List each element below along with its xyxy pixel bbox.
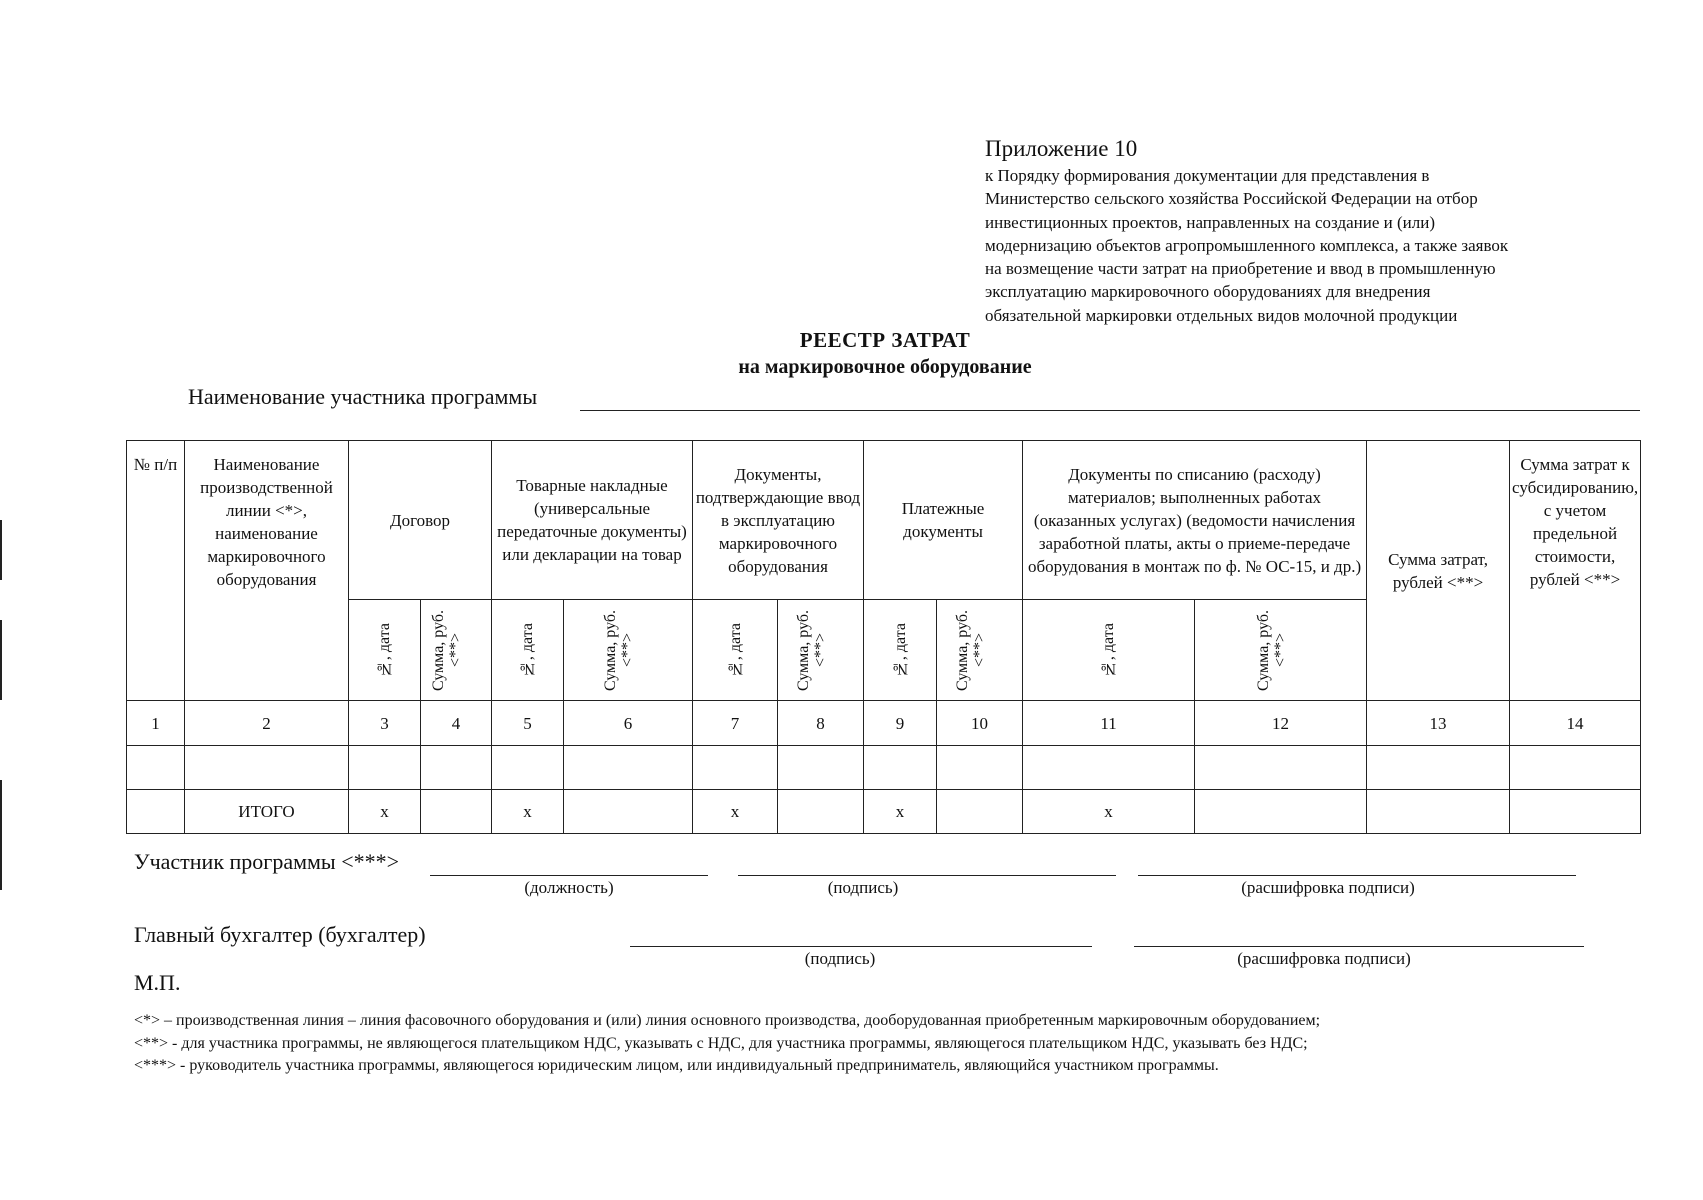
participant-signature-label: Участник программы <***> — [134, 849, 400, 874]
total-label: ИТОГО — [185, 790, 349, 834]
scan-margin-mark — [0, 620, 2, 700]
table-cell[interactable] — [421, 746, 492, 790]
participant-name-label: Наименование участника программы — [188, 384, 538, 409]
header-invoices: Товарные накладные (универсальные передаточные документы) или декларации на товар — [492, 441, 693, 600]
signature-decoding-field[interactable] — [1138, 875, 1576, 876]
table-cell: х — [864, 790, 937, 834]
table-cell[interactable] — [864, 746, 937, 790]
header-contract: Договор — [349, 441, 492, 600]
appendix-title: Приложение 10 — [985, 136, 1138, 161]
table-cell: х — [349, 790, 421, 834]
table-cell[interactable] — [937, 746, 1023, 790]
document-title: РЕЕСТР ЗАТРАТ — [799, 328, 971, 352]
accountant-decoding-field[interactable] — [1134, 946, 1584, 947]
header-cost-sum: Сумма затрат, рублей <**> — [1367, 441, 1510, 701]
table-cell[interactable] — [492, 746, 564, 790]
table-cell[interactable] — [421, 790, 492, 834]
table-cell[interactable] — [564, 790, 693, 834]
appendix-line: эксплуатацию маркировочного оборудованиях для внедрения — [985, 282, 1431, 302]
signature-caption: (подпись) — [827, 878, 899, 897]
subheader-no-date: №, дата — [492, 600, 564, 701]
header-num: № п/п — [127, 441, 185, 701]
position-caption: (должность) — [524, 878, 614, 897]
table-cell[interactable] — [778, 790, 864, 834]
column-number: 12 — [1195, 701, 1367, 746]
column-number: 9 — [864, 701, 937, 746]
scan-margin-mark — [0, 520, 2, 580]
table-cell[interactable] — [1510, 746, 1641, 790]
appendix-line: к Порядку формирования документации для представления в — [985, 166, 1430, 185]
signature-caption: (подпись) — [804, 949, 876, 968]
header-line-name: Наименование производственной линии <*>, наименование маркировочного оборудования — [185, 441, 349, 701]
header-payments: Платежные документы — [864, 441, 1023, 600]
table-cell[interactable] — [1367, 746, 1510, 790]
column-number: 4 — [421, 701, 492, 746]
column-number: 2 — [185, 701, 349, 746]
column-number: 14 — [1510, 701, 1641, 746]
footnote: <**> - для участника программы, не являющегося плательщиком НДС, указывать с НДС, для участника программы, являющегося плательщиком НДС, указывать без НДС; — [134, 1034, 1308, 1052]
column-number: 1 — [127, 701, 185, 746]
column-number: 7 — [693, 701, 778, 746]
table-cell: х — [1023, 790, 1195, 834]
subheader-no-date: №, дата — [349, 600, 421, 701]
subheader-no-date: №, дата — [693, 600, 778, 701]
subheader-sum-rub: Сумма, руб. <**> — [778, 600, 864, 701]
table-cell[interactable] — [1367, 790, 1510, 834]
column-number: 13 — [1367, 701, 1510, 746]
scan-margin-mark — [0, 780, 2, 890]
column-number: 8 — [778, 701, 864, 746]
signature-decoding-caption: (расшифровка подписи) — [1237, 949, 1411, 968]
appendix-line: инвестиционных проектов, направленных на создание и (или) — [985, 212, 1435, 232]
appendix-line: Министерство сельского хозяйства Российской Федерации на отбор — [985, 189, 1478, 209]
accountant-signature-field[interactable] — [630, 946, 1092, 947]
table-cell[interactable] — [1510, 790, 1641, 834]
table-cell[interactable] — [564, 746, 693, 790]
header-subsidy-sum: Сумма затрат к субсидированию, с учетом предельной стоимости, рублей <**> — [1510, 441, 1641, 701]
table-cell: х — [492, 790, 564, 834]
table-cell[interactable] — [693, 746, 778, 790]
stamp-place-label: М.П. — [134, 970, 181, 995]
subheader-sum-rub: Сумма, руб. <**> — [1195, 600, 1367, 701]
table-cell[interactable] — [185, 746, 349, 790]
subheader-sum-rub: Сумма, руб. <**> — [564, 600, 693, 701]
table-cell[interactable] — [937, 790, 1023, 834]
table-cell — [127, 790, 185, 834]
column-number: 6 — [564, 701, 693, 746]
subheader-no-date: №, дата — [864, 600, 937, 701]
table-cell[interactable] — [778, 746, 864, 790]
subheader-sum-rub: Сумма, руб. <**> — [421, 600, 492, 701]
total-row — [127, 790, 1641, 834]
table-cell[interactable] — [1195, 746, 1367, 790]
footnote: <*> – производственная линия – линия фасовочного оборудования и (или) линия основного производства, дооборудованная приобретенным маркировочным оборудованием; — [134, 1012, 1321, 1029]
header-write-off: Документы по списанию (расходу) материалов; выполненных работах (оказанных услугах) (ведомости начисления заработной платы, акты о приеме-передаче оборудования в монтаж по ф. № ОС-15, и др.) — [1023, 441, 1367, 600]
table-cell[interactable] — [127, 746, 185, 790]
participant-name-field[interactable] — [580, 410, 1640, 411]
cost-register-table — [126, 440, 1641, 834]
column-number: 5 — [492, 701, 564, 746]
signature-decoding-caption: (расшифровка подписи) — [1241, 878, 1415, 897]
header-commissioning: Документы, подтверждающие ввод в эксплуатацию маркировочного оборудования — [693, 441, 864, 600]
table-cell: х — [693, 790, 778, 834]
column-number: 10 — [937, 701, 1023, 746]
subheader-no-date: №, дата — [1023, 600, 1195, 701]
footnote: <***> - руководитель участника программы, являющегося юридическим лицом, или индивидуальный предприниматель, являющийся участником программы. — [134, 1057, 1219, 1074]
table-cell[interactable] — [349, 746, 421, 790]
table-row — [127, 746, 1641, 790]
appendix-line: обязательной маркировки отдельных видов молочной продукции — [985, 305, 1458, 325]
signature-field[interactable] — [738, 875, 1116, 876]
appendix-description — [985, 164, 1625, 327]
column-number: 3 — [349, 701, 421, 746]
position-field[interactable] — [430, 875, 708, 876]
accountant-signature-label: Главный бухгалтер (бухгалтер) — [134, 922, 426, 947]
subheader-sum-rub: Сумма, руб. <**> — [937, 600, 1023, 701]
table-cell[interactable] — [1023, 746, 1195, 790]
appendix-line: модернизацию объектов агропромышленного комплекса, а также заявок — [985, 235, 1509, 255]
document-subtitle: на маркировочное оборудование — [738, 356, 1032, 378]
footnotes — [134, 1010, 1594, 1078]
column-number: 11 — [1023, 701, 1195, 746]
appendix-line: на возмещение части затрат на приобретение и ввод в промышленную — [985, 259, 1496, 279]
table-cell[interactable] — [1195, 790, 1367, 834]
